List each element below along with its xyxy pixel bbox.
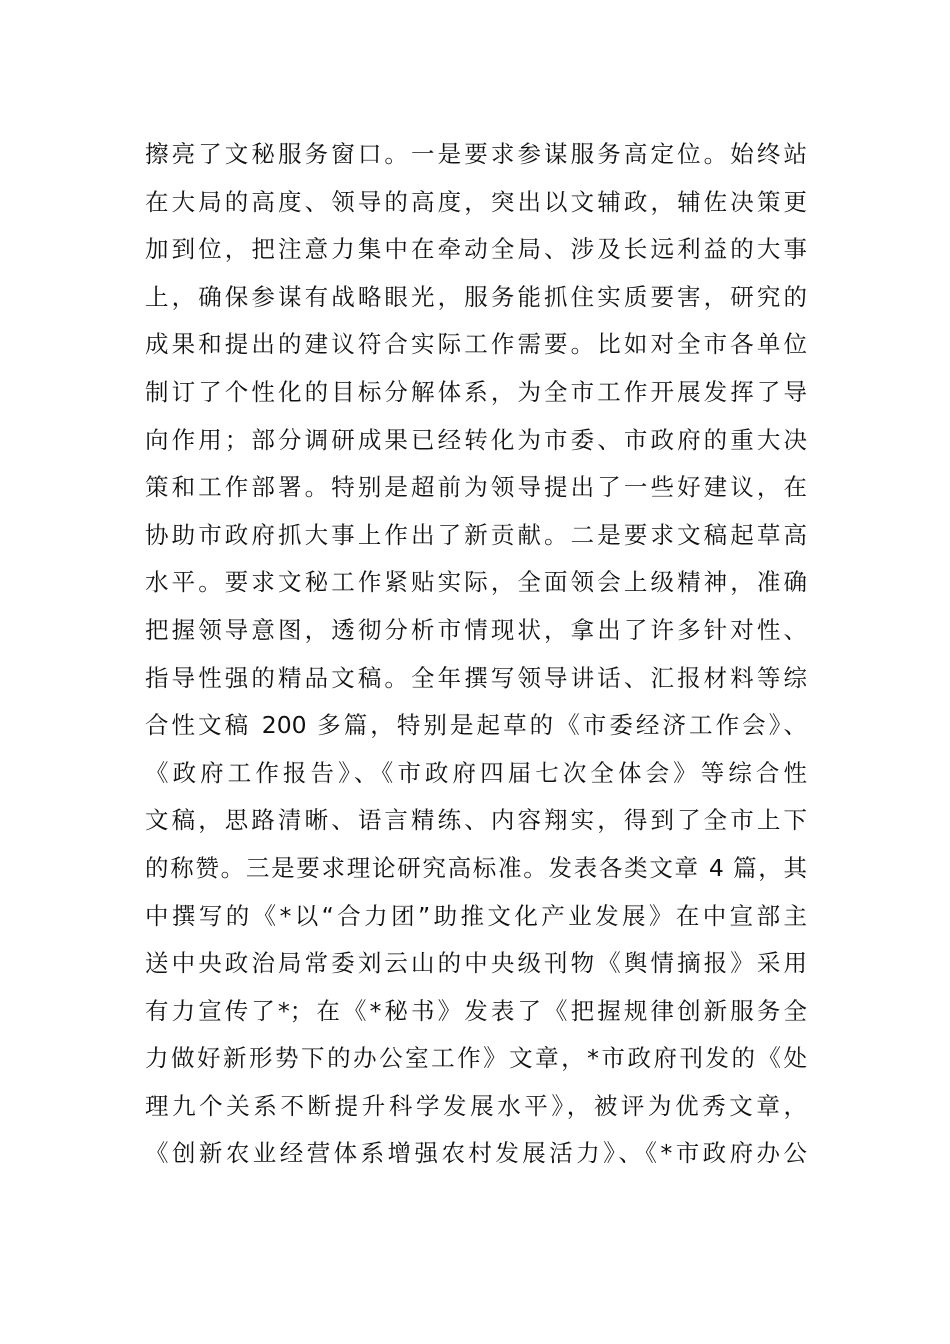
text-line: 《政府工作报告》、《市政府四届七次全体会》等综合性 xyxy=(145,758,807,787)
text-line: 上，确保参谋有战略眼光，服务能抓住实质要害，研究的 xyxy=(145,282,807,311)
text-line: 擦亮了文秘服务窗口。一是要求参谋服务高定位。始终站 xyxy=(145,140,807,168)
text-line: 指导性强的精品文稿。全年撰写领导讲话、汇报材料等综 xyxy=(145,663,807,692)
body-paragraph xyxy=(145,131,807,1178)
text-line: 制订了个性化的目标分解体系，为全市工作开展发挥了导 xyxy=(145,377,807,406)
text-line: 《创新农业经营体系增强农村发展活力》、《*市政府办公 xyxy=(145,1139,807,1168)
text-line: 力做好新形势下的办公室工作》文章，*市政府刊发的《处 xyxy=(145,1044,807,1073)
text-line: 向作用；部分调研成果已经转化为市委、市政府的重大决 xyxy=(145,425,807,454)
text-line: 成果和提出的建议符合实际工作需要。比如对全市各单位 xyxy=(145,330,807,359)
text-line: 策和工作部署。特别是超前为领导提出了一些好建议，在 xyxy=(145,473,807,502)
text-line: 文稿，思路清晰、语言精练、内容翔实，得到了全市上下 xyxy=(145,806,807,835)
text-line: 在大局的高度、领导的高度，突出以文辅政，辅佐决策更 xyxy=(145,187,807,216)
text-line: 的称赞。三是要求理论研究高标准。发表各类文章 4 篇，其 xyxy=(145,853,807,882)
text-line: 把握领导意图，透彻分析市情现状，拿出了许多针对性、 xyxy=(145,615,807,644)
text-line: 有力宣传了*；在《*秘书》发表了《把握规律创新服务全 xyxy=(145,996,807,1025)
text-line: 中撰写的《*以“合力团”助推文化产业发展》在中宣部主 xyxy=(145,901,807,930)
text-line: 理九个关系不断提升科学发展水平》，被评为优秀文章， xyxy=(145,1091,807,1120)
text-line: 水平。要求文秘工作紧贴实际，全面领会上级精神，准确 xyxy=(145,568,807,597)
text-line: 加到位，把注意力集中在牵动全局、涉及长远利益的大事 xyxy=(145,235,807,264)
text-line: 协助市政府抓大事上作出了新贡献。二是要求文稿起草高 xyxy=(145,520,807,549)
text-line: 送中央政治局常委刘云山的中央级刊物《舆情摘报》采用 xyxy=(145,949,807,978)
text-line: 合性文稿 200 多篇，特别是起草的《市委经济工作会》、 xyxy=(145,711,807,740)
